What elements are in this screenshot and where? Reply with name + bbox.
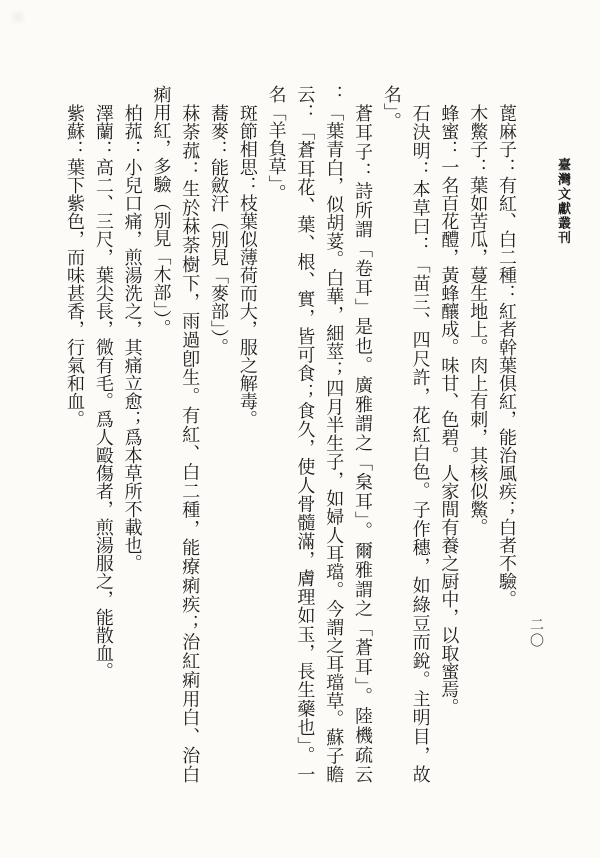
- page-number: 二〇: [528, 617, 543, 649]
- text-column: 澤蘭：高二、三尺，葉尖長，微有毛。爲人毆傷者，煎湯服之，能散血。: [93, 104, 114, 680]
- entry-zelan: [89, 85, 118, 783]
- running-header: 臺灣文獻叢刊: [556, 158, 571, 245]
- text-column: 蓖麻子：有紅、白二種：紅者幹葉俱紅，能治風疾；白者不驗。: [497, 104, 517, 608]
- text-column: 名」。: [381, 85, 402, 130]
- text-column: 木鱉子：葉如苦瓜，蔓生地上。肉上有刺，其核似鱉。: [468, 104, 489, 536]
- text-column: 紫蘇：葉下紫色，而味甚香，行氣和血。: [65, 104, 86, 428]
- text-column: 柏菰：小兒口痛，煎湯洗之，其痛立愈；爲本草所不載也。: [122, 104, 143, 572]
- text-column: 痢用紅，多驗（別見「木部」）。: [151, 85, 172, 337]
- text-column: 蕎麥：能斂汗（別見「麥部」）。: [209, 104, 230, 356]
- entry-zisu: [60, 85, 89, 783]
- text-column: 石決明：本草曰：「苗三、四尺許，花紅白色。子作穗，如綠豆而銳。主明目，故: [410, 104, 431, 783]
- entry-baigu: [118, 85, 147, 783]
- text-column: 蒼耳子：詩所謂「卷耳」是也。廣雅謂之「枲耳」。爾雅謂之「蒼耳」。陸機疏云: [353, 104, 374, 783]
- entry-bimazi: [492, 85, 521, 783]
- entry-lintugu: [147, 85, 205, 783]
- text-column: ：「葉青白，似胡荽。白華，細莖；四月半生子，如婦人耳璫。今謂之耳璫草。蘇子瞻: [324, 85, 345, 783]
- text-column: 名「羊負草」。: [266, 85, 287, 202]
- text-column: 蜂蜜：一名百花醴，黃蜂釀成。味甘、色碧。人家間有養之厨中，以取蜜焉。: [439, 104, 460, 716]
- entry-banjiexiangsi: [233, 85, 262, 783]
- vertical-text-block: [55, 85, 521, 783]
- entry-cangerzi: [262, 85, 377, 783]
- text-column: 斑節相思：枝葉似薄荷而大，服之解毒。: [237, 104, 258, 428]
- entry-shijueming: [377, 85, 435, 783]
- text-column: 云：「蒼耳花、葉、根、實，皆可食；食久，使人骨髓滿，膚理如玉，長生藥也」。一: [295, 85, 316, 783]
- entry-fengmi: [435, 85, 464, 783]
- entry-qiaomai: [204, 85, 233, 783]
- text-column: 菻荼菰：生於菻荼樹下，雨過卽生。有紅、白二種，能療痢疾；治紅痢用白、治白: [180, 104, 201, 783]
- entry-mubiezi: [463, 85, 492, 783]
